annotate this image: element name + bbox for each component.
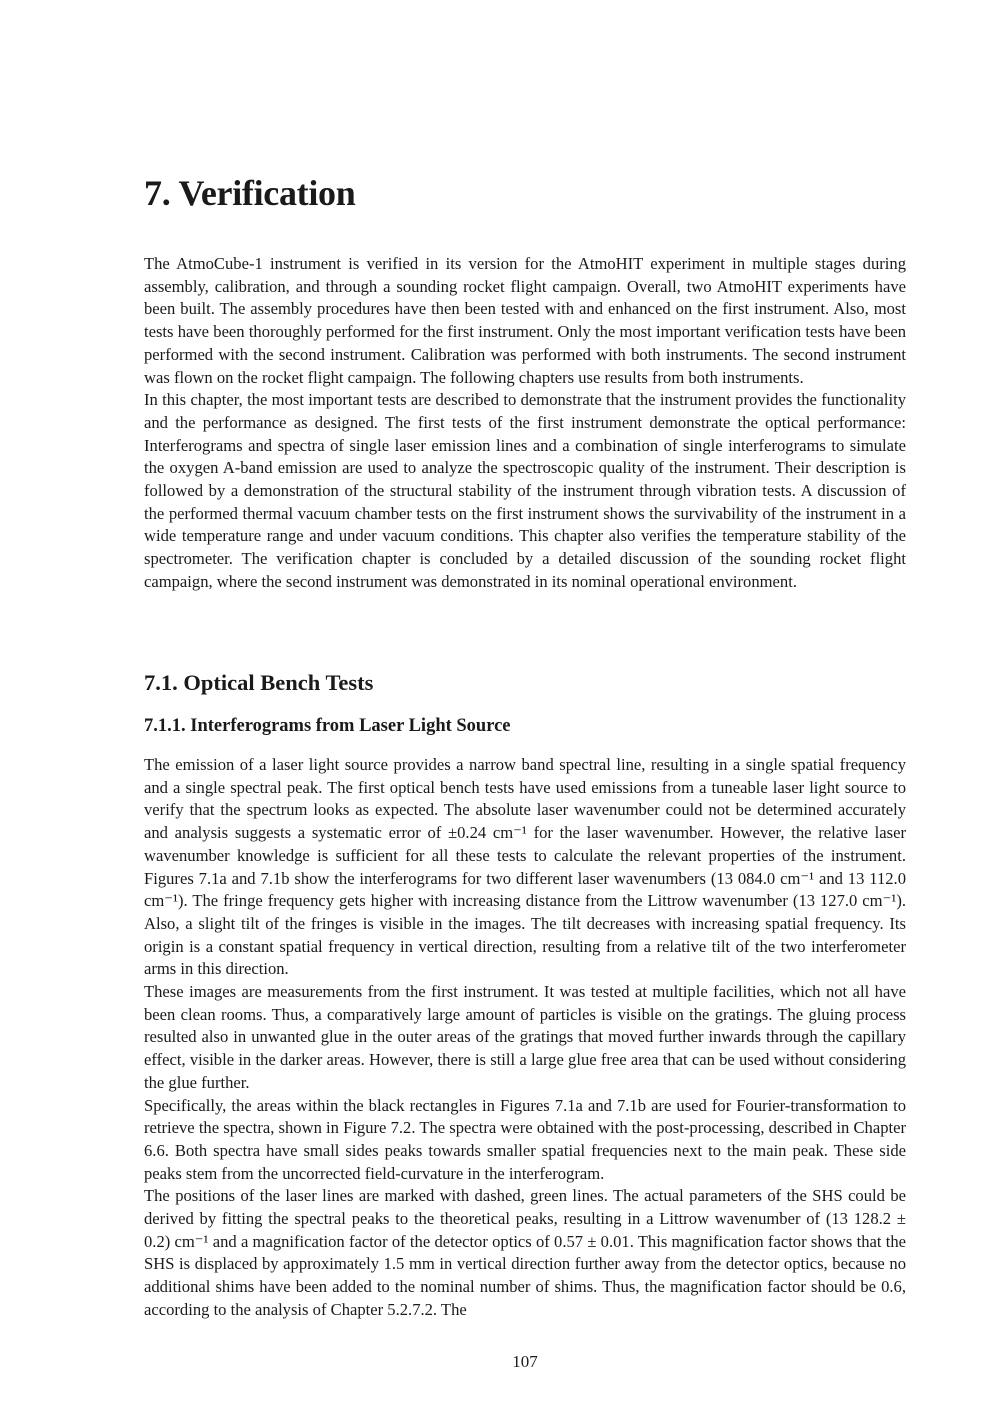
chapter-title: 7. Verification — [144, 173, 356, 213]
subsection-title: 7.1.1. Interferograms from Laser Light Source — [144, 716, 511, 736]
body-paragraph: Specifically, the areas within the black rectangles in Figures 7.1a and 7.1b are used for Fourier-transformation to retrieve the spectra, shown in Figure 7.2. The spectra were obtained with the post-processing, described in Chapter 6.6. Both spectra have small sides peaks towards smaller spatial frequencies next to the main peak. These side peaks stem from the uncorrected field-curvature in the interferogram. — [144, 1095, 906, 1183]
page-number: 107 — [512, 1352, 538, 1371]
section-text — [144, 754, 906, 1322]
section-title: 7.1. Optical Bench Tests — [144, 670, 374, 695]
body-paragraph: The positions of the laser lines are marked with dashed, green lines. The actual parameters of the SHS could be derived by fitting the spectral peaks to the theoretical peaks, resulting in a Littrow wavenumber of (13 128.2 ± 0.2) cm⁻¹ and a magnification factor of the detector optics of 0.57 ± 0.01. This magnification factor shows that the SHS is displaced by approximately 1.5 mm in vertical direction further away from the detector optics, because no additional shims have been added to the nominal number of shims. Thus, the magnification factor should be 0.6, according to the analysis of Chapter 5.2.7.2. The — [144, 1186, 906, 1319]
intro-text — [144, 253, 906, 594]
intro-paragraph: In this chapter, the most important tests are described to demonstrate that the instrument provides the functionality and the performance as designed. The first tests of the first instrument demonstrate the optical performance: Interferograms and spectra of single laser emission lines and a combination of single interferograms to simulate the oxygen A-band emission are used to analyze the spectroscopic quality of the instrument. Their description is followed by a demonstration of the structural stability of the instrument through vibration tests. A discussion of the performed thermal vacuum chamber tests on the first instrument shows the survivability of the instrument in a wide temperature range and under vacuum conditions. This chapter also verifies the temperature stability of the spectrometer. The verification chapter is concluded by a detailed discussion of the sounding rocket flight campaign, where the second instrument was demonstrated in its nominal operational environment. — [144, 390, 906, 591]
intro-paragraph: The AtmoCube-1 instrument is verified in its version for the AtmoHIT experiment in multiple stages during assembly, calibration, and through a sounding rocket flight campaign. Overall, two AtmoHIT experiments have been built. The assembly procedures have then been tested with and enhanced on the first instrument. Also, most tests have been thoroughly performed for the first instrument. Only the most important verification tests have been performed with the second instrument. Calibration was performed with both instruments. The second instrument was flown on the rocket flight campaign. The following chapters use results from both instruments. — [144, 254, 906, 387]
body-paragraph: These images are measurements from the first instrument. It was tested at multiple facilities, which not all have been clean rooms. Thus, a comparatively large amount of particles is visible on the gratings. The gluing process resulted also in unwanted glue in the outer areas of the gratings that moved further inwards through the capillary effect, visible in the darker areas. However, there is still a large glue free area that can be used without considering the glue further. — [144, 982, 906, 1092]
body-paragraph: The emission of a laser light source provides a narrow band spectral line, resulting in a single spatial frequency and a single spectral peak. The first optical bench tests have used emissions from a tuneable laser light source to verify that the spectrum looks as expected. The absolute laser wavenumber could not be determined accurately and analysis suggests a systematic error of ±0.24 cm⁻¹ for the laser wavenumber. However, the relative laser wavenumber knowledge is sufficient for all these tests to calculate the relevant properties of the instrument. Figures 7.1a and 7.1b show the interferograms for two different laser wavenumbers (13 084.0 cm⁻¹ and 13 112.0 cm⁻¹). The fringe frequency gets higher with increasing distance from the Littrow wavenumber (13 127.0 cm⁻¹). Also, a slight tilt of the fringes is visible in the images. The tilt decreases with increasing spatial frequency. Its origin is a constant spatial frequency in vertical direction, resulting from a relative tilt of the two interferometer arms in this direction. — [144, 755, 906, 979]
